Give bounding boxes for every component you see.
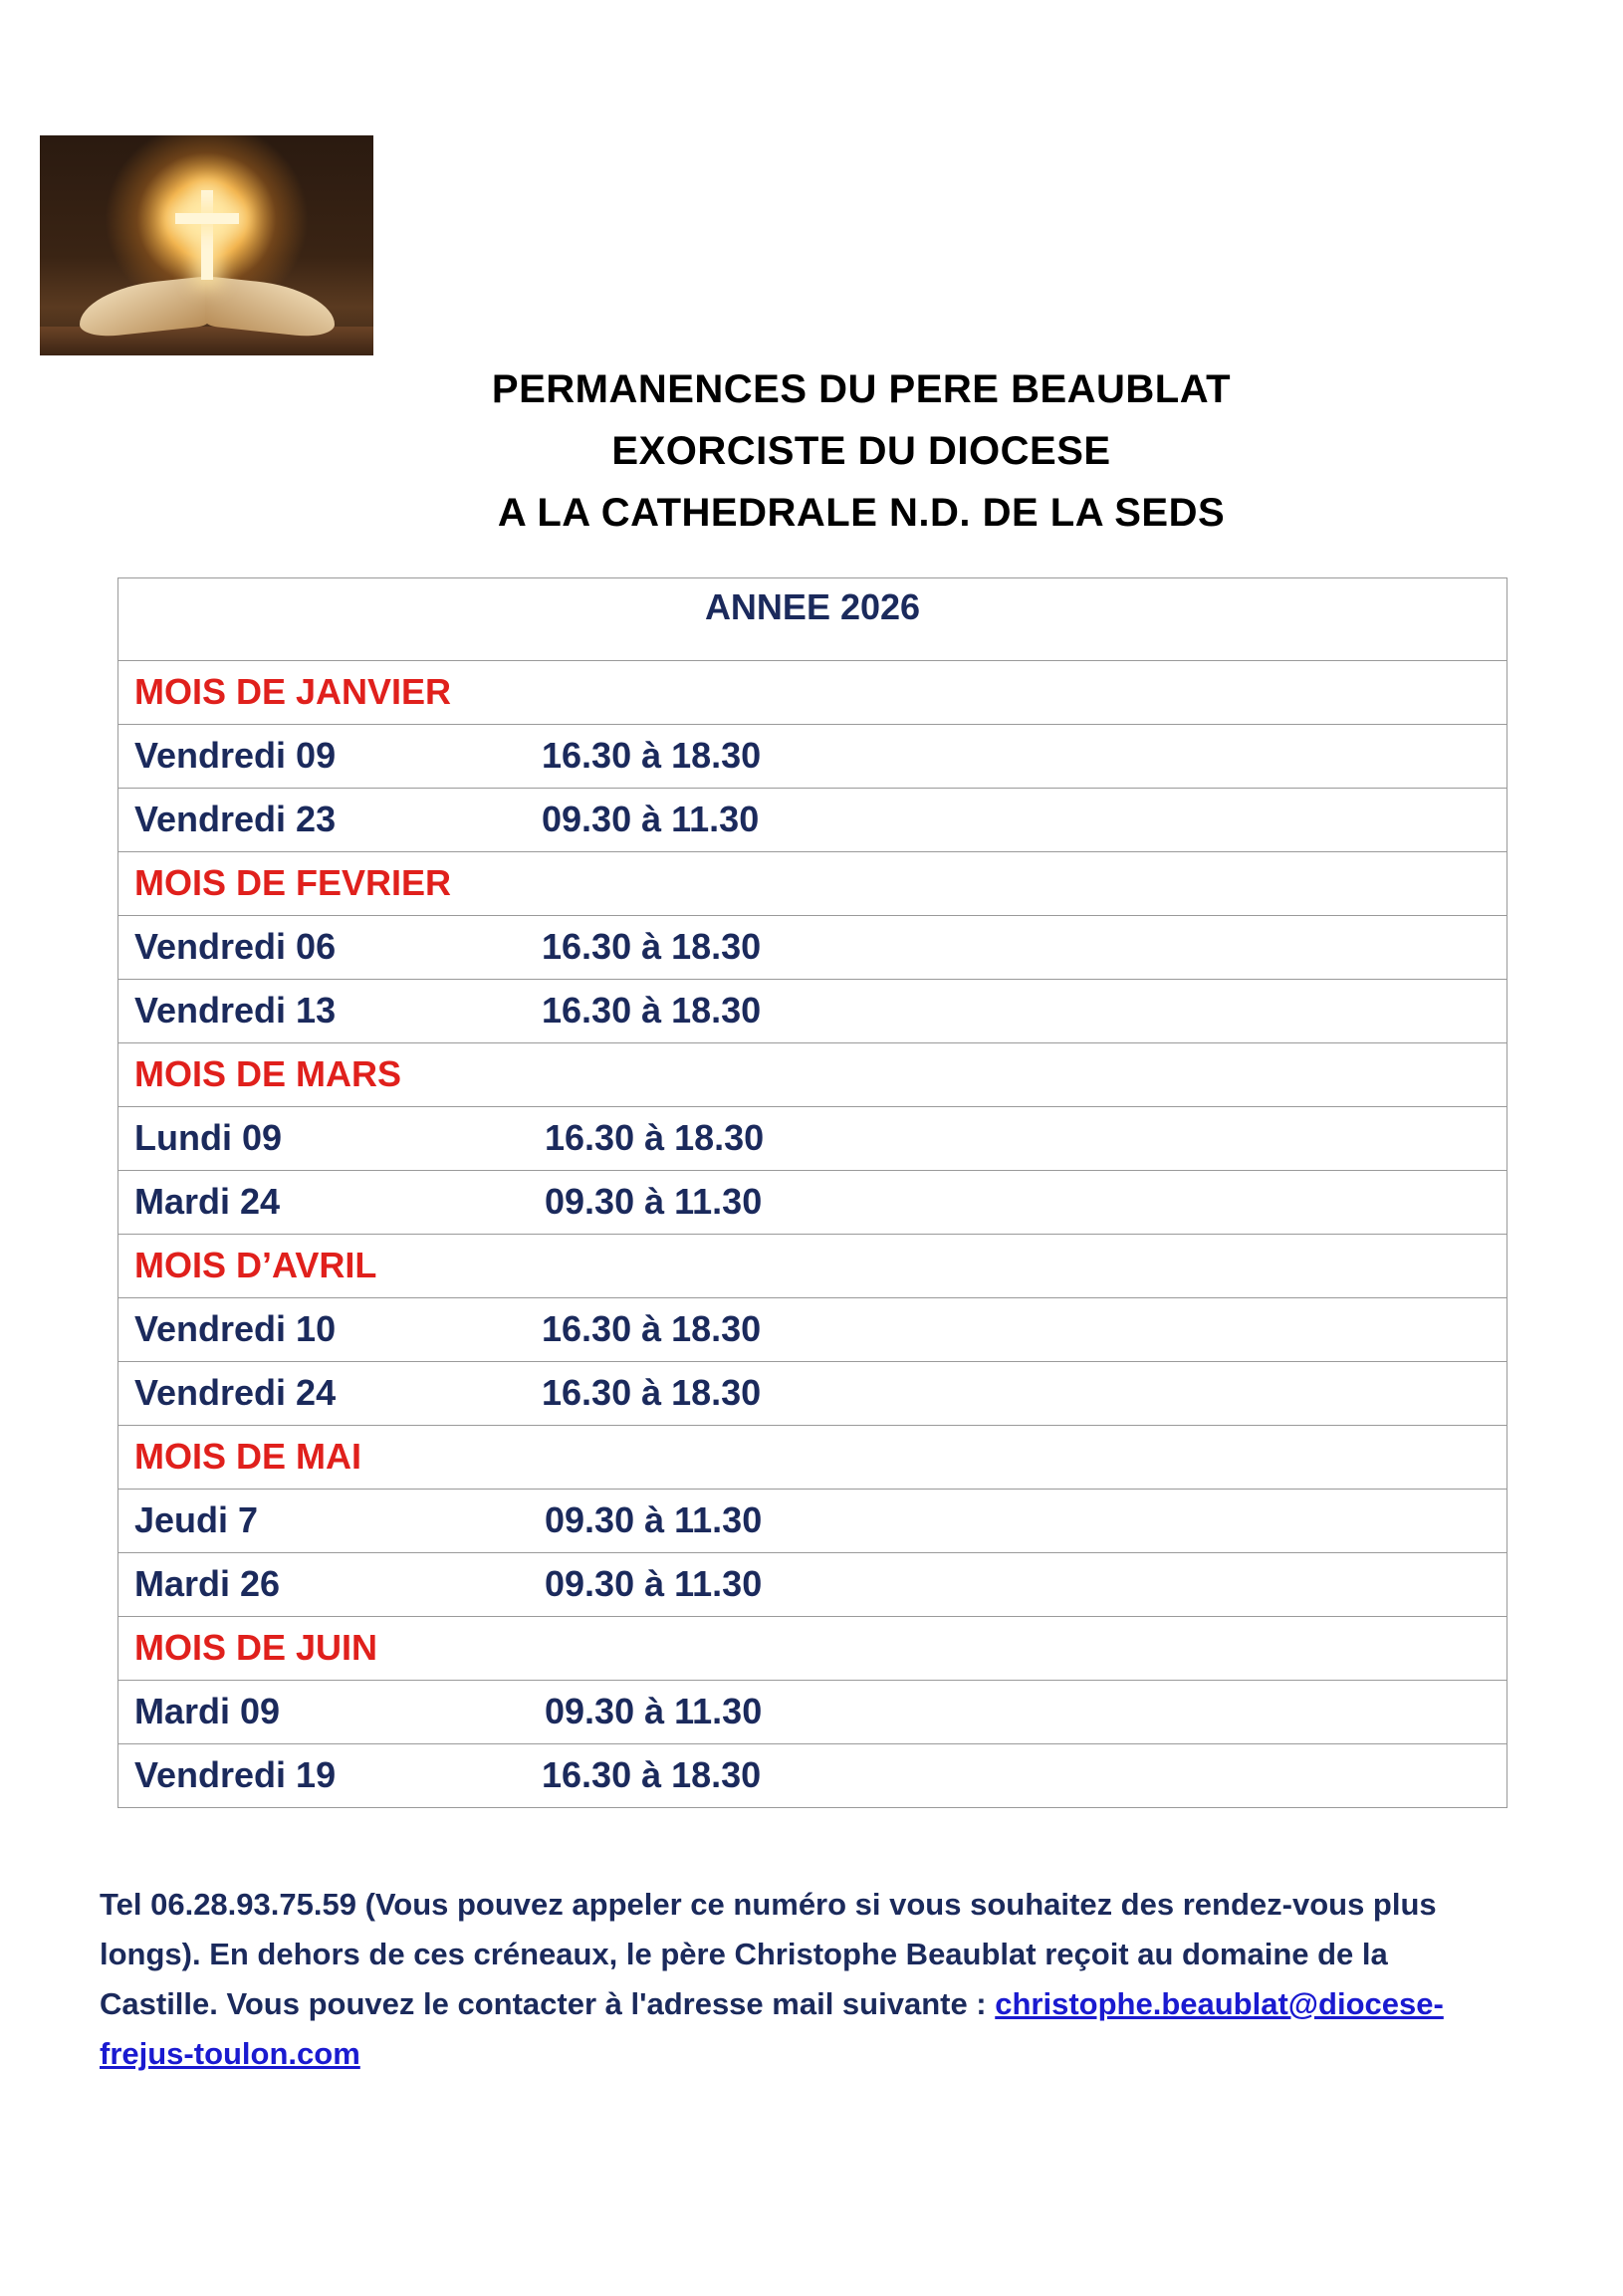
month-label: MOIS DE JANVIER	[134, 671, 452, 712]
time-range: 16.30 à 18.30	[545, 1117, 765, 1158]
month-row-avril	[118, 1234, 1507, 1297]
schedule-table	[117, 577, 1507, 1808]
cross-bible-image	[40, 135, 373, 355]
time-range: 09.30 à 11.30	[545, 1563, 763, 1604]
title-line-3: A LA CATHEDRALE N.D. DE LA SEDS	[497, 491, 1226, 535]
day-label: Mardi 09	[134, 1691, 281, 1731]
table-row	[118, 724, 1507, 788]
day-label: Jeudi 7	[134, 1499, 259, 1540]
day-label: Vendredi 23	[134, 799, 337, 839]
table-row	[118, 1680, 1507, 1743]
month-label: MOIS D’AVRIL	[134, 1245, 377, 1285]
time-range: 09.30 à 11.30	[545, 1499, 763, 1540]
time-range: 16.30 à 18.30	[542, 926, 762, 967]
table-row	[118, 915, 1507, 979]
cross-icon	[201, 190, 213, 280]
title-line-1: PERMANENCES DU PERE BEAUBLAT	[491, 367, 1232, 411]
day-label: Vendredi 06	[134, 926, 337, 967]
table-row	[118, 1743, 1507, 1807]
time-range: 09.30 à 11.30	[545, 1181, 763, 1222]
day-label: Mardi 24	[134, 1181, 281, 1222]
time-range: 09.30 à 11.30	[542, 799, 760, 839]
title-line-2: EXORCISTE DU DIOCESE	[611, 429, 1111, 473]
table-row	[118, 1170, 1507, 1234]
email-link[interactable]: christophe.beaublat@diocese-frejus-toulon.com	[100, 1986, 1444, 2071]
contact-text: Tel 06.28.93.75.59 (Vous pouvez appeler ce numéro si vous souhaitez des rendez-vous plus longs). En dehors de ces créneaux, le père Christophe Beaublat reçoit au domaine de la Castille. Vous pouvez le contacter à l'adresse mail suivante :	[100, 1887, 1437, 2021]
month-row-juin	[118, 1616, 1507, 1680]
table-row	[118, 979, 1507, 1042]
day-label: Vendredi 09	[134, 735, 337, 776]
day-label: Vendredi 19	[134, 1754, 337, 1795]
time-range: 09.30 à 11.30	[545, 1691, 763, 1731]
time-range: 16.30 à 18.30	[542, 1308, 762, 1349]
month-row-mars	[118, 1042, 1507, 1106]
time-range: 16.30 à 18.30	[542, 1754, 762, 1795]
month-label: MOIS DE FEVRIER	[134, 862, 452, 903]
month-row-mai	[118, 1425, 1507, 1489]
month-label: MOIS DE MAI	[134, 1436, 362, 1477]
time-range: 16.30 à 18.30	[542, 735, 762, 776]
table-row	[118, 1552, 1507, 1616]
day-label: Mardi 26	[134, 1563, 281, 1604]
table-row	[118, 1361, 1507, 1425]
table-row	[118, 1489, 1507, 1552]
contact-note	[100, 1880, 1474, 2079]
year-row	[118, 578, 1507, 660]
time-range: 16.30 à 18.30	[542, 1372, 762, 1413]
month-row-fevrier	[118, 851, 1507, 915]
day-label: Vendredi 24	[134, 1372, 337, 1413]
table-row	[118, 788, 1507, 851]
page-title	[0, 358, 1623, 544]
table-row	[118, 1106, 1507, 1170]
time-range: 16.30 à 18.30	[542, 990, 762, 1031]
year-label: ANNEE 2026	[704, 586, 921, 627]
table-row	[118, 1297, 1507, 1361]
month-label: MOIS DE MARS	[134, 1053, 402, 1094]
day-label: Vendredi 13	[134, 990, 337, 1031]
month-label: MOIS DE JUIN	[134, 1627, 378, 1668]
day-label: Vendredi 10	[134, 1308, 337, 1349]
month-row-janvier	[118, 660, 1507, 724]
day-label: Lundi 09	[134, 1117, 283, 1158]
